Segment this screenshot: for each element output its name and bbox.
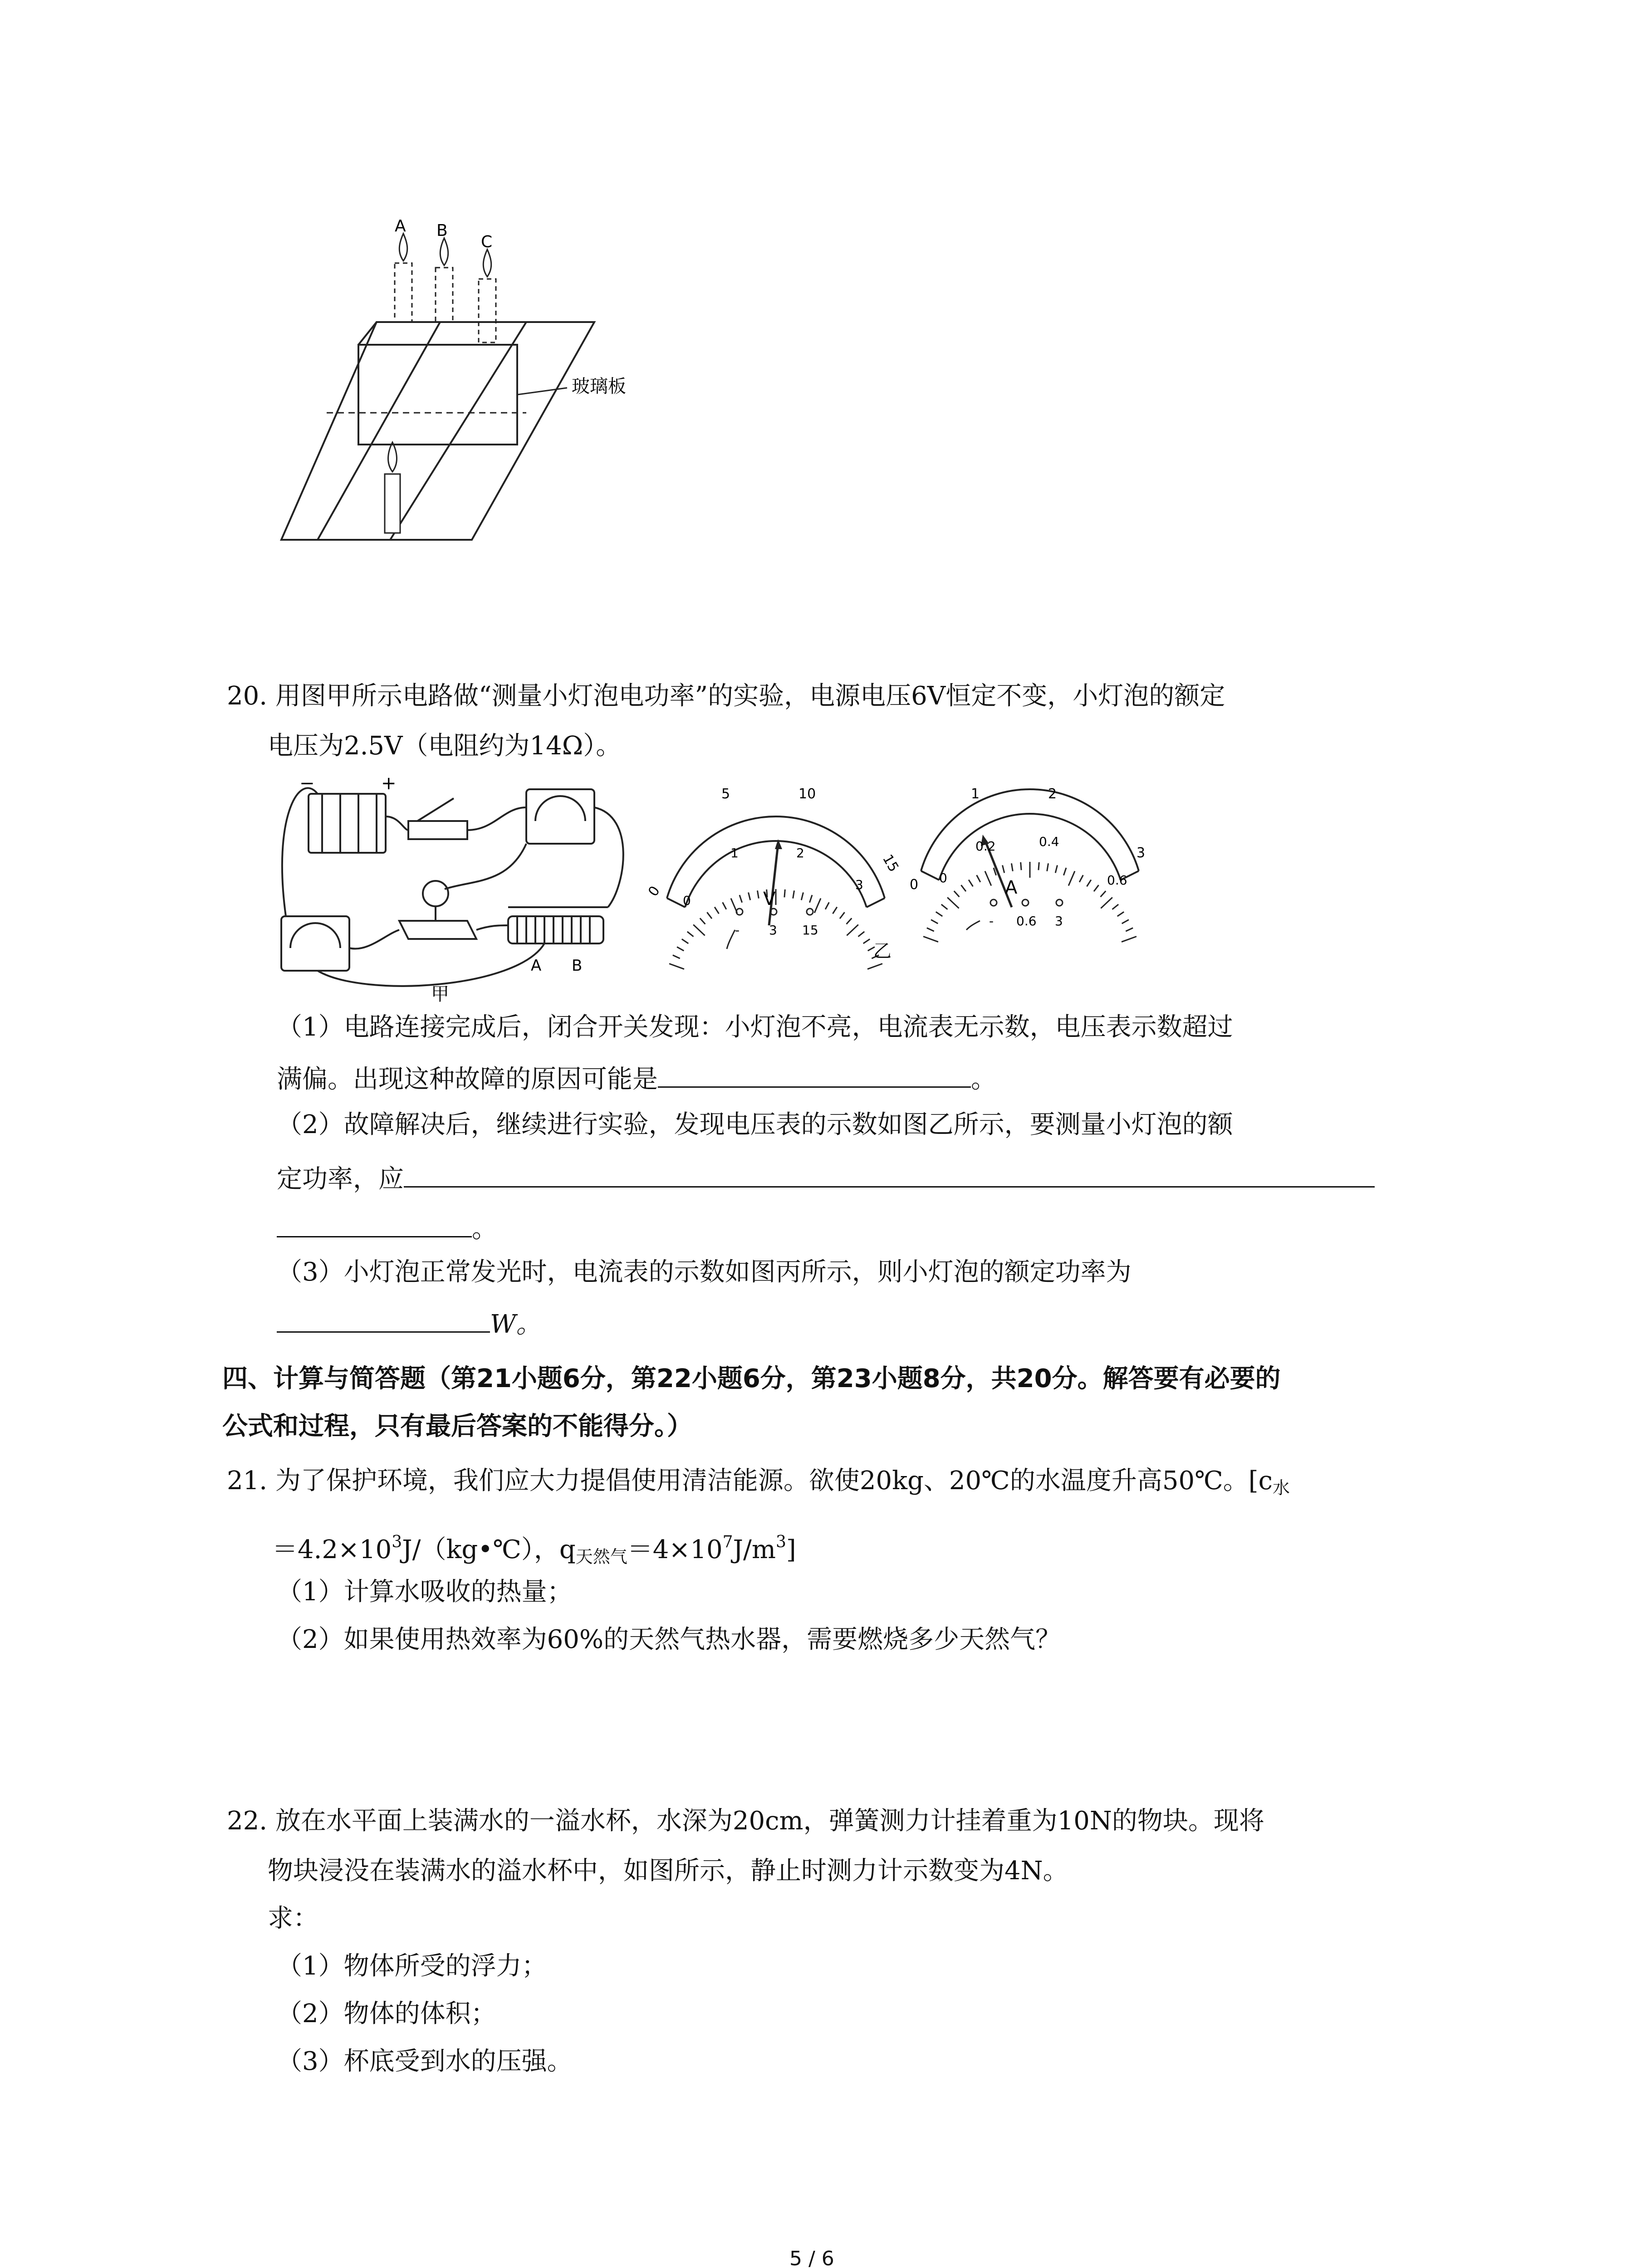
q20-p2-b [277, 1159, 1375, 1198]
a-term-minus: - [989, 914, 994, 929]
q21-number: 21. [227, 1466, 268, 1496]
q20-p3-answer-blank[interactable] [277, 1304, 490, 1333]
q21-p2: （2）如果使用热效率为60%的天然气热水器，需要燃烧多少天然气？ [277, 1625, 1061, 1654]
dial-tick [985, 871, 991, 885]
q20-p1-end: 。 [971, 1065, 996, 1094]
q22-p3: （3）杯底受到水的压强。 [277, 2047, 573, 2076]
a-bot-06: 0.6 [1107, 873, 1127, 888]
dial-tick [941, 904, 948, 909]
dial-tick [923, 936, 938, 942]
dial-tick [693, 924, 705, 935]
dial-tick [1087, 880, 1091, 887]
dial-tick [677, 947, 684, 951]
fig-label-yi: 乙 [873, 941, 892, 962]
dial-tick [682, 939, 689, 943]
dial-tick [1038, 862, 1039, 870]
svg-text:−: − [299, 773, 315, 794]
v-term-15: 15 [802, 923, 818, 938]
dial-tick [1112, 904, 1119, 909]
v-term-minus: - [735, 923, 740, 938]
dial-tick [1003, 865, 1004, 873]
dial-tick [977, 875, 980, 882]
v-bot-2: 2 [796, 846, 804, 860]
glass-plate-label: 玻璃板 [572, 376, 626, 397]
dial-tick [847, 918, 852, 924]
dial-tick [867, 963, 882, 969]
q20-p3-b [277, 1304, 542, 1343]
dial-tick [669, 963, 684, 969]
a-bot-0: 0 [939, 870, 947, 885]
dial-tick [858, 932, 865, 937]
label-b: B [436, 221, 448, 240]
q20-p2-answer-blank-1[interactable] [404, 1159, 1375, 1188]
a-term-06: 0.6 [1016, 914, 1037, 929]
q20-text-1: 用图甲所示电路做“测量小灯泡电功率”的实验，电源电压6V恒定不变，小灯泡的额定 [275, 681, 1225, 711]
q20-p2-answer-blank-2[interactable] [277, 1209, 472, 1237]
q20-p3-a: （3）小灯泡正常发光时，电流表的示数如图丙所示，则小灯泡的额定功率为 [277, 1257, 1132, 1287]
dial-tick [1117, 912, 1124, 916]
q21-sub-gas: 天然气 [575, 1547, 627, 1567]
ammeter-symbol: A [1005, 877, 1018, 898]
voltmeter-symbol: V [763, 889, 776, 909]
dial-tick [863, 939, 870, 943]
dial-tick [1122, 920, 1129, 924]
q21-sub-water: 水 [1272, 1478, 1290, 1498]
dial-tick [1101, 891, 1106, 897]
dial-tick [1101, 897, 1112, 908]
v-top-0: 0 [645, 883, 663, 899]
dial-tick [1063, 868, 1066, 875]
q20-text-2: 电压为2.5V（电阻约为14Ω）。 [268, 731, 622, 761]
section4-heading-1: 四、计算与简答题（第21小题6分，第22小题6分，第23小题8分，共20分。解答要有必要的 [222, 1364, 1281, 1393]
rheostat-label-b: B [572, 957, 583, 975]
dial-tick [687, 932, 694, 937]
dial-tick [936, 912, 943, 916]
v-top-15: 15 [879, 851, 902, 875]
dial-tick [825, 902, 829, 909]
q20-p2-a: （2）故障解决后，继续进行实验，发现电压表的示数如图乙所示，要测量小灯泡的额 [277, 1110, 1233, 1139]
rheostat-label-a: A [531, 957, 542, 975]
q21-line2 [272, 1524, 796, 1575]
figure-candles-glass-plate [272, 213, 635, 549]
dial-tick [757, 890, 759, 898]
q22-text-2: 物块浸没在装满水的溢水杯中，如图所示，静止时测力计示数变为4N。 [268, 1856, 1068, 1886]
a-top-2: 2 [1048, 786, 1057, 802]
v-bot-3: 3 [855, 877, 863, 892]
dial-tick [1011, 863, 1013, 871]
q21-eq-d: J/m [733, 1535, 776, 1564]
dial-tick [954, 891, 960, 897]
q20-p2-b-text: 定功率，应 [277, 1164, 404, 1194]
dial-tick [809, 895, 812, 903]
dial-tick [700, 918, 705, 924]
a-top-0: 0 [910, 877, 919, 893]
a-term-3: 3 [1055, 914, 1063, 929]
q22-text-1: 放在水平面上装满水的一溢水杯，水深为20cm，弹簧测力计挂着重为10N的物块。现将 [275, 1806, 1264, 1836]
a-bot-04: 0.4 [1039, 834, 1059, 849]
dial-tick [793, 890, 794, 898]
q20-p2-c [277, 1209, 497, 1247]
q20-p1-answer-blank[interactable] [658, 1059, 971, 1088]
dial-tick [1055, 865, 1057, 873]
v-bot-0: 0 [683, 893, 691, 908]
dial-tick [1094, 885, 1099, 891]
q21-eq-c: ＝4×10 [627, 1535, 723, 1564]
dial-tick [814, 898, 821, 913]
q22-number: 22. [227, 1806, 268, 1836]
q20-line1 [227, 678, 1225, 714]
q20-p1-a: （1）电路连接完成后，闭合开关发现：小灯泡不亮，电流表无示数，电压表示数超过 [277, 1012, 1233, 1042]
q20-p3-unit: W。 [490, 1310, 542, 1339]
q22-p2: （2）物体的体积； [277, 1999, 496, 2028]
q20-p2-end: 。 [472, 1214, 497, 1244]
dial-tick [723, 902, 726, 909]
dial-tick [969, 880, 973, 887]
dial-tick [673, 955, 680, 958]
q21-sup-3: 3 [392, 1533, 402, 1551]
v-top-10: 10 [798, 786, 816, 802]
q21-p1: （1）计算水吸收的热量； [277, 1577, 573, 1607]
figure-voltmeter-dial [645, 780, 903, 962]
svg-text:+: + [381, 773, 397, 794]
q21-sup-m3: 3 [775, 1533, 786, 1551]
dial-tick [801, 892, 803, 900]
q21-sup-7: 7 [722, 1533, 733, 1551]
label-c: C [481, 233, 493, 251]
dial-tick [927, 928, 934, 931]
dial-tick [947, 897, 959, 908]
dial-tick [1122, 936, 1136, 942]
dial-tick [707, 912, 712, 919]
dial-tick [784, 890, 785, 897]
dial-tick [715, 907, 719, 914]
dial-tick [931, 920, 938, 924]
q21-eq-a: ＝4.2×10 [272, 1535, 392, 1564]
v-term-3: 3 [769, 923, 777, 938]
dial-tick [740, 895, 742, 903]
q22-p1: （1）物体所受的浮力； [277, 1951, 547, 1981]
dial-tick [840, 912, 845, 919]
dial-tick [1068, 871, 1075, 885]
figure-circuit-jia [272, 771, 649, 1007]
fig-label-jia: 甲 [431, 984, 449, 1005]
q20-number: 20. [227, 681, 268, 711]
dial-tick [1079, 875, 1083, 882]
q22-line1 [227, 1803, 1264, 1839]
q21-text-1: 为了保护环境，我们应大力提倡使用清洁能源。欲使20kg、20℃的水温度升高50℃。[c [275, 1466, 1273, 1496]
dial-tick [1047, 863, 1048, 871]
q21-eq-e: ] [786, 1535, 796, 1564]
q22-text-3: 求： [268, 1904, 318, 1933]
page-number: 5 / 6 [789, 2247, 834, 2268]
v-top-5: 5 [721, 786, 730, 802]
q21-eq-b: J/（kg•℃），q [402, 1535, 576, 1564]
a-top-1: 1 [971, 786, 980, 802]
q21-line1 [227, 1463, 1290, 1506]
q20-p1-b [277, 1059, 996, 1098]
section4-heading-2: 公式和过程，只有最后答案的不能得分。） [222, 1412, 692, 1441]
a-top-3: 3 [1136, 845, 1146, 861]
q20-p1-b-text: 满偏。出现这种故障的原因可能是 [277, 1065, 658, 1094]
dial-tick [1126, 928, 1133, 931]
dial-tick [833, 907, 837, 914]
label-a: A [395, 217, 406, 235]
dial-tick [961, 885, 966, 891]
v-bot-1: 1 [730, 846, 739, 860]
a-bot-02: 0.2 [975, 839, 996, 854]
dial-tick [847, 924, 858, 935]
dial-tick [749, 892, 750, 900]
